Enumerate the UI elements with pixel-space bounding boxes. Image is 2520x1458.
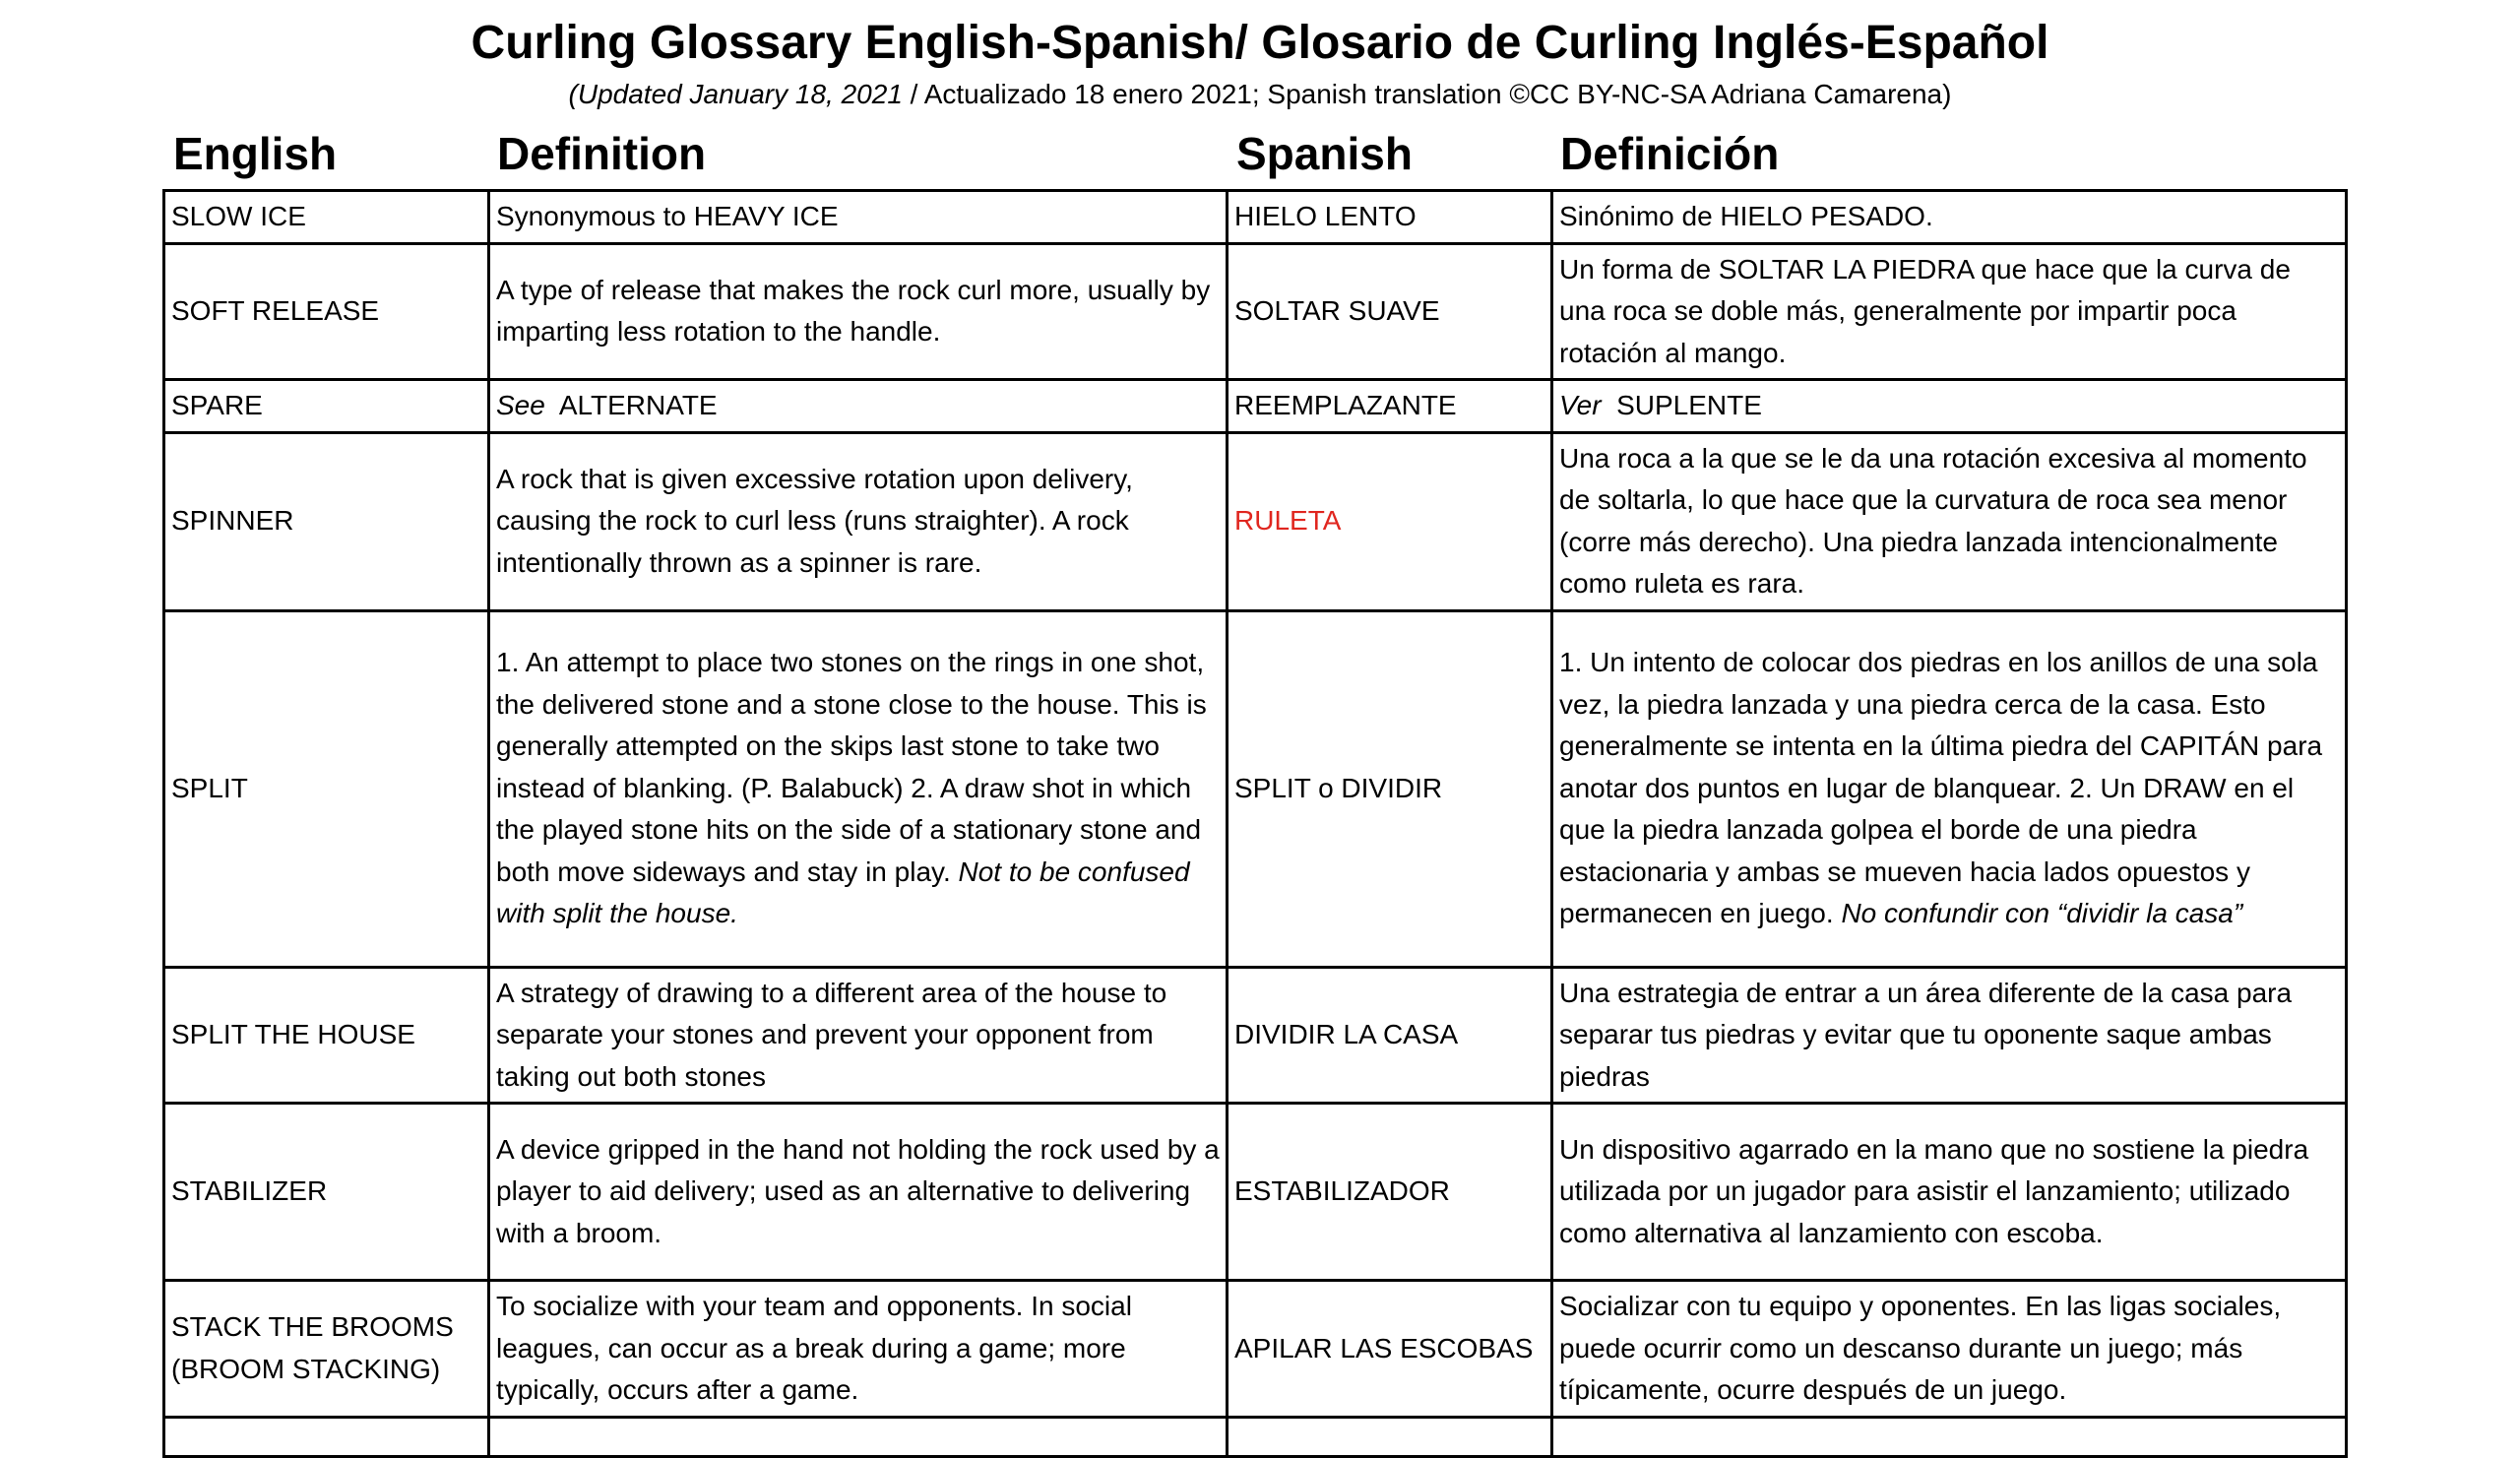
cross-ref: SUPLENTE (1601, 390, 1762, 420)
cell-definicion: Una roca a la que se le da una rotación excesiva al momento de soltarla, lo que hace que la curvatura de roca sea menor (corre más derecho). Una piedra lanzada intencionalmente como ruleta es rara. (1552, 432, 2347, 610)
header-spanish: Spanish (1236, 128, 1413, 179)
cell-spanish: SOLTAR SUAVE (1228, 243, 1552, 380)
cell-spanish: SPLIT o DIVIDIR (1228, 610, 1552, 967)
glossary-table (162, 189, 2348, 1458)
cell-english: SPLIT THE HOUSE (164, 967, 489, 1104)
cell-definicion: Un dispositivo agarrado en la mano que no sostiene la piedra utilizada por un jugador para asistir el lanzamiento; utilizado como alternativa al lanzamiento con escoba. (1552, 1104, 2347, 1281)
cell-spanish: APILAR LAS ESCOBAS (1228, 1281, 1552, 1418)
table-row (164, 191, 2347, 244)
cell-definicion (1552, 380, 2347, 433)
cell-definicion: Sinónimo de HIELO PESADO. (1552, 191, 2347, 244)
cell-english: SPINNER (164, 432, 489, 610)
page-title: Curling Glossary English-Spanish/ Glosario de Curling Inglés-Español (471, 17, 2049, 69)
table-row (164, 967, 2347, 1104)
cell-empty (1228, 1417, 1552, 1456)
subtitle-updated: (Updated January 18, 2021 (568, 79, 903, 109)
cell-definicion (1552, 610, 2347, 967)
table-row (164, 1281, 2347, 1418)
cell-english: STABILIZER (164, 1104, 489, 1281)
definicion-note: No confundir con “dividir la casa” (1841, 898, 2243, 929)
definicion-text: 1. Un intento de colocar dos piedras en los anillos de una sola vez, la piedra lanzada y una piedra cerca de la casa. Esto generalmente se intenta en la última piedra del CAPITÁN para anotar dos puntos en lugar de blanquear. 2. Un DRAW en el que la piedra lanzada golpea el borde de una piedra estacionaria y ambas se mueven hacia lados opuestos y permanecen en juego. (1559, 647, 2323, 929)
table-row-partial (164, 1417, 2347, 1456)
table-row (164, 432, 2347, 610)
cell-english: SPARE (164, 380, 489, 433)
cell-definition (489, 380, 1228, 433)
cell-english: SOFT RELEASE (164, 243, 489, 380)
definition-text: 1. An attempt to place two stones on the rings in one shot, the delivered stone and a stone close to the house. This is generally attempted on the skips last stone to take two instead of blanking. (P. Balabuck) 2. A draw shot in which the played stone hits on the side of a stationary stone and both move sideways and stay in play. (496, 647, 1207, 887)
cell-english: SPLIT (164, 610, 489, 967)
table-row (164, 1104, 2347, 1281)
cross-ref: ALTERNATE (544, 390, 718, 420)
subtitle-rest: / Actualizado 18 enero 2021; Spanish translation ©CC BY-NC-SA Adriana Camarena) (902, 79, 1952, 109)
table-row (164, 243, 2347, 380)
cell-definition: A strategy of drawing to a different area of the house to separate your stones and prevent your opponent from taking out both stones (489, 967, 1228, 1104)
table-row (164, 610, 2347, 967)
cell-definicion: Socializar con tu equipo y oponentes. En las ligas sociales, puede ocurrir como un descanso durante un juego; más típicamente, ocurre después de un juego. (1552, 1281, 2347, 1418)
cell-definition: To socialize with your team and opponents. In social leagues, can occur as a break during a game; more typically, occurs after a game. (489, 1281, 1228, 1418)
cell-definition: A device gripped in the hand not holding the rock used by a player to aid delivery; used as an alternative to delivering with a broom. (489, 1104, 1228, 1281)
header-definition: Definition (497, 128, 707, 179)
cell-spanish: REEMPLAZANTE (1228, 380, 1552, 433)
cell-spanish: ESTABILIZADOR (1228, 1104, 1552, 1281)
cell-definicion: Una estrategia de entrar a un área diferente de la casa para separar tus piedras y evitar que tu oponente saque ambas piedras (1552, 967, 2347, 1104)
header-definicion: Definición (1560, 128, 1780, 179)
ver-label: Ver (1559, 390, 1602, 420)
cell-empty (1552, 1417, 2347, 1456)
table-row (164, 380, 2347, 433)
cell-definition: A type of release that makes the rock curl more, usually by imparting less rotation to the handle. (489, 243, 1228, 380)
cell-english: SLOW ICE (164, 191, 489, 244)
cell-english: STACK THE BROOMS (BROOM STACKING) (164, 1281, 489, 1418)
cell-definition: Synonymous to HEAVY ICE (489, 191, 1228, 244)
page-subtitle (0, 75, 2520, 114)
cell-spanish: DIVIDIR LA CASA (1228, 967, 1552, 1104)
cell-spanish: RULETA (1228, 432, 1552, 610)
definition-note: Not to be confused with split the house. (496, 856, 1190, 929)
cell-definition (489, 610, 1228, 967)
header-english: English (173, 128, 338, 179)
cell-spanish: HIELO LENTO (1228, 191, 1552, 244)
cell-empty (489, 1417, 1228, 1456)
cell-definicion: Un forma de SOLTAR LA PIEDRA que hace que la curva de una roca se doble más, generalmente por impartir poca rotación al mango. (1552, 243, 2347, 380)
cell-empty (164, 1417, 489, 1456)
see-label: See (496, 390, 545, 420)
cell-definition: A rock that is given excessive rotation upon delivery, causing the rock to curl less (runs straighter). A rock intentionally thrown as a spinner is rare. (489, 432, 1228, 610)
